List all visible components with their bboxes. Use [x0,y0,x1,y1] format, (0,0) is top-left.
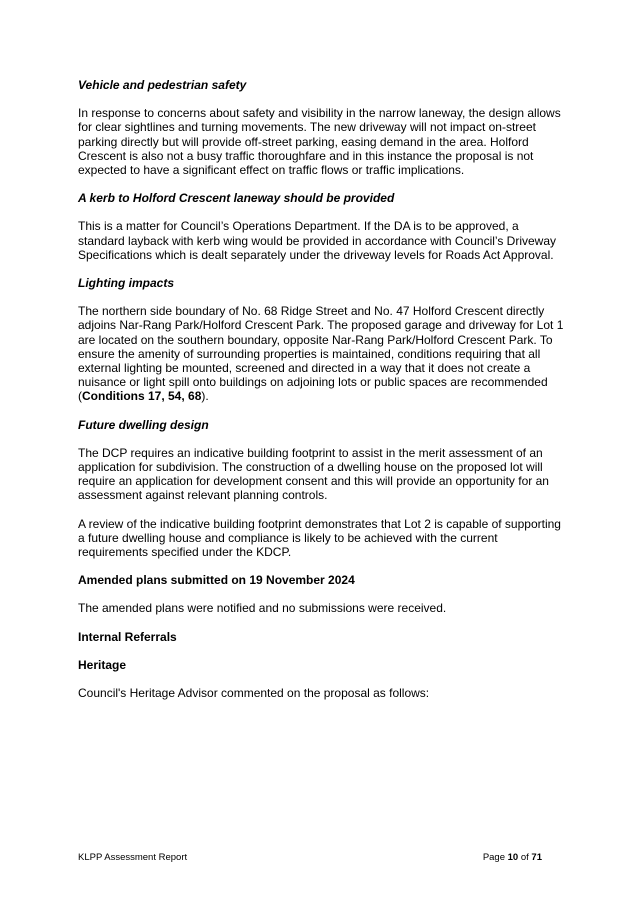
section-heading-vehicle: Vehicle and pedestrian safety [78,78,247,92]
paragraph-heritage: Council's Heritage Advisor commented on the proposal as follows: [78,686,430,701]
lighting-text: The northern side boundary of No. 68 Ridge Street and No. 47 Holford Crescent directly adjoins Nar-Rang Park/Holford Crescent Park. The proposed garage and driveway for Lot 1 are located on the southern boundary, opposite Nar-Rang Park/Holford Crescent Park. To ensure the amenity of surrounding properties is maintained, conditions requiring that all external lighting be mounted, screened and directed in a way that it does not create a nuisance or light spill onto buildings on adjoining lots or public spaces are recommended ( [78,304,564,404]
paragraph-vehicle: In response to concerns about safety and visibility in the narrow laneway, the design allows for clear sightlines and turning movements. The new driveway will not impact on-street parking directly but will provide off-street parking, easing demand in the area. Holford Crescent is also not a busy traffic thoroughfare and in this instance the proposal is not expected to have a significant effect on traffic flows or traffic implications. [78,106,561,178]
lighting-text-end: ). [201,389,209,404]
page-prefix: Page [482,852,508,863]
paragraph-future-2: A review of the indicative building footprint demonstrates that Lot 2 is capable of supporting a future dwelling house and compliance is likely to be achieved with the current requirements specified under the KDCP. [78,516,561,560]
conditions-reference: Conditions 17, 54, 68 [82,389,202,404]
section-heading-future: Future dwelling design [78,417,209,432]
section-heading-internal-referrals: Internal Referrals [78,629,177,644]
paragraph-kerb: This is a matter for Council’s Operations Department. If the DA is to be approved, a standard layback with kerb wing would be provided in accordance with Council’s Driveway Specifications which is dealt separately under the driveway levels for Roads Act Approval. [78,219,557,262]
section-heading-amended: Amended plans submitted on 19 November 2024 [78,573,355,588]
document-body [78,78,564,714]
page-footer [78,852,542,863]
section-heading-kerb: A kerb to Holford Crescent laneway should be provided [78,191,395,206]
footer-report-title: KLPP Assessment Report [78,852,188,863]
section-heading-heritage: Heritage [78,657,127,672]
section-heading-lighting: Lighting impacts [78,276,174,291]
page-current: 10 [507,852,519,863]
footer-page-number [483,852,542,863]
page-total: 71 [531,852,542,863]
paragraph-amended: The amended plans were notified and no submissions were received. [78,601,447,616]
paragraph-lighting [78,304,564,403]
page-of: of [518,852,532,863]
paragraph-future-1: The DCP requires an indicative building footprint to assist in the merit assessment of an application for subdivision. The construction of a dwelling house on the proposed lot will require an application for development consent and this will provide an opportunity for an assessment against relevant planning controls. [78,445,549,503]
